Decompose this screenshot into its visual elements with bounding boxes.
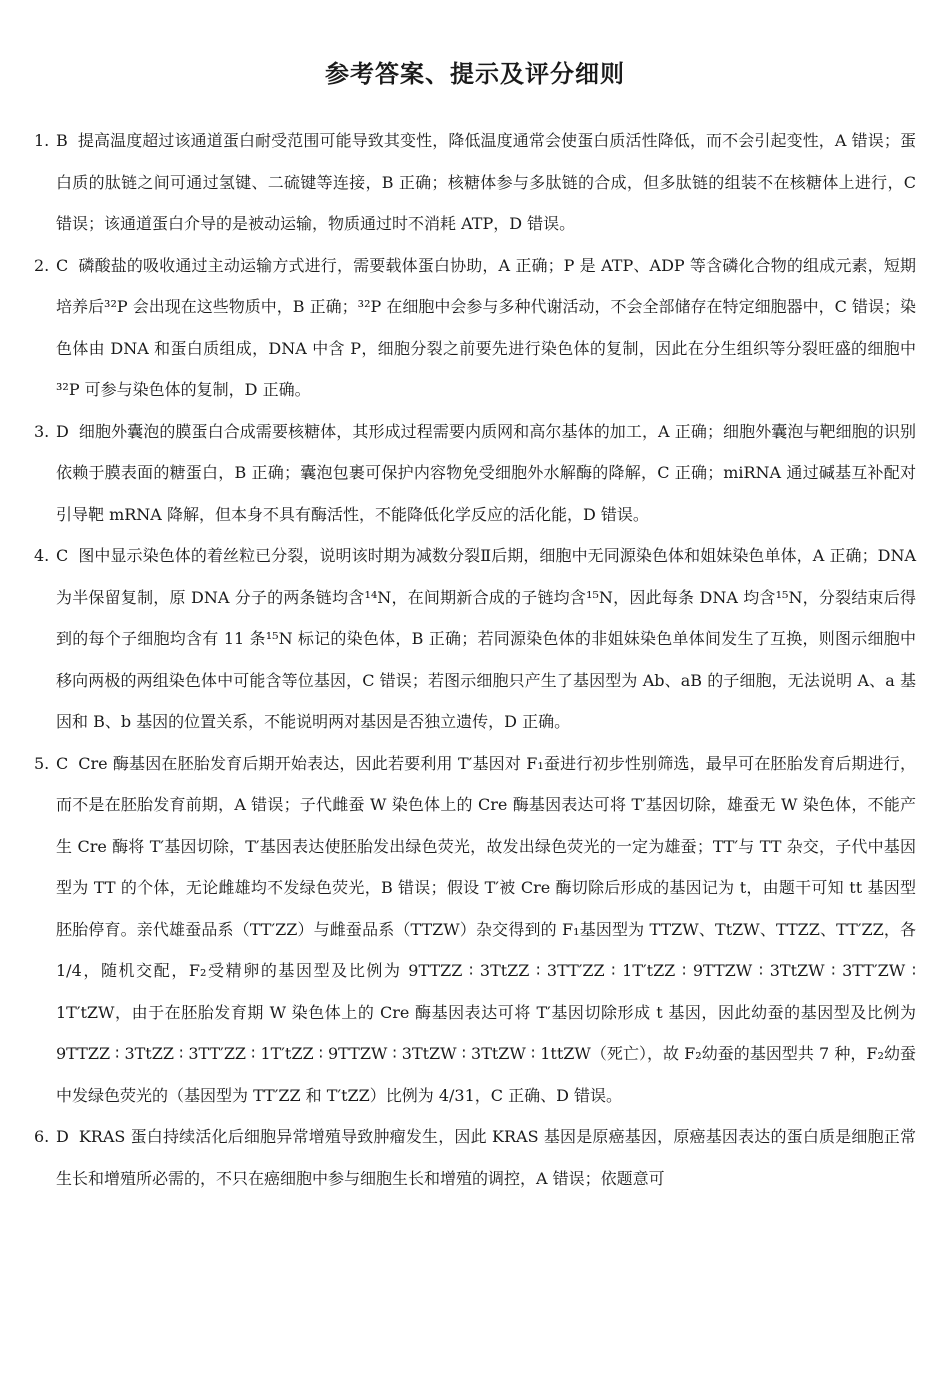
item-number: 4. <box>34 546 50 565</box>
item-explanation: 细胞外囊泡的膜蛋白合成需要核糖体，其形成过程需要内质网和高尔基体的加工，A 正确；细胞外囊泡与靶细胞的识别依赖于膜表面的糖蛋白，B 正确；囊泡包裹可保护内容物免受细胞外水解酶的降解，C 正确；miRNA 通过碱基互补配对引导靶 mRNA 降解，但本身不具有酶活性，不能降低化学反应的活化能，D 错误。 <box>56 421 916 524</box>
item-answer: C <box>56 546 69 565</box>
item-explanation: KRAS 蛋白持续活化后细胞异常增殖导致肿瘤发生，因此 KRAS 基因是原癌基因，原癌基因表达的蛋白质是细胞正常生长和增殖所必需的，不只在癌细胞中参与细胞生长和增殖的调控，A 错误；依题意可 <box>56 1127 916 1188</box>
item-answer: B <box>56 131 68 150</box>
item-answer: C <box>56 255 69 275</box>
answer-item-4 <box>34 535 916 743</box>
item-answer: C <box>56 753 69 773</box>
answer-item-6 <box>34 1116 916 1199</box>
page-title: 参考答案、提示及评分细则 <box>325 60 625 88</box>
item-answer: D <box>56 421 69 441</box>
item-number: 6. <box>34 1127 50 1146</box>
answer-item-2 <box>34 245 916 411</box>
answer-item-5 <box>34 743 916 1117</box>
answer-item-1 <box>34 120 916 245</box>
answer-item-3 <box>34 411 916 536</box>
item-number: 2. <box>34 255 50 275</box>
item-explanation: 提高温度超过该通道蛋白耐受范围可能导致其变性，降低温度通常会使蛋白质活性降低，而不会引起变性，A 错误；蛋白质的肽链之间可通过氢键、二硫键等连接，B 正确；核糖体参与多肽链的合成，但多肽链的组装不在核糖体上进行，C 错误；该通道蛋白介导的是被动运输，物质通过时不消耗 ATP，D 错误。 <box>56 131 916 233</box>
item-explanation: 磷酸盐的吸收通过主动运输方式进行，需要载体蛋白协助，A 正确；P 是 ATP、ADP 等含磷化合物的组成元素，短期培养后³²P 会出现在这些物质中，B 正确；³²P 在细胞中会参与多种代谢活动，不会全部储存在特定细胞器中，C 错误；染色体由 DNA 和蛋白质组成，DNA 中含 P，细胞分裂之前要先进行染色体的复制，因此在分生组织等分裂旺盛的细胞中³²P 可参与染色体的复制，D 正确。 <box>56 255 916 399</box>
item-explanation: 图中显示染色体的着丝粒已分裂，说明该时期为减数分裂Ⅱ后期，细胞中无同源染色体和姐妹染色单体，A 正确；DNA 为半保留复制，原 DNA 分子的两条链均含¹⁴N，在间期新合成的子链均含¹⁵N，因此每条 DNA 均含¹⁵N，分裂结束后得到的每个子细胞均含有 11 条¹⁵N 标记的染色体，B 正确；若同源染色体的非姐妹染色单体间发生了互换，则图示细胞中移向两极的两组染色体中可能含等位基因，C 错误；若图示细胞只产生了基因型为 Ab、aB 的子细胞，无法说明 A、a 基因和 B、b 基因的位置关系，不能说明两对基因是否独立遗传，D 正确。 <box>56 546 916 731</box>
item-number: 1. <box>34 131 50 150</box>
item-answer: D <box>56 1127 69 1146</box>
item-number: 5. <box>34 753 50 773</box>
item-number: 3. <box>34 421 50 441</box>
item-explanation: Cre 酶基因在胚胎发育后期开始表达，因此若要利用 T′基因对 F₁蚕进行初步性别筛选，最早可在胚胎发育后期进行，而不是在胚胎发育前期，A 错误；子代雌蚕 W 染色体上的 Cre 酶基因表达可将 T′基因切除，雄蚕无 W 染色体，不能产生 Cre 酶将 T′基因切除，T′基因表达使胚胎发出绿色荧光，故发出绿色荧光的一定为雄蚕；TT′与 TT 杂交，子代中基因型为 TT 的个体，无论雌雄均不发绿色荧光，B 错误；假设 T′被 Cre 酶切除后形成的基因记为 t，由题干可知 tt 基因型胚胎停育。亲代雄蚕品系（TT′ZZ）与雌蚕品系（TTZW）杂交得到的 F₁基因型为 TTZW、TtZW、TTZZ、TT′ZZ，各 1/4，随机交配，F₂受精卵的基因型及比例为 9TTZZ ∶ 3TtZZ ∶ 3TT′ZZ ∶ 1T′tZZ ∶ 9TTZW ∶ 3TtZW ∶ 3TT′ZW ∶ 1T′tZW，由于在胚胎发育期 W 染色体上的 Cre 酶基因表达可将 T′基因切除形成 t 基因，因此幼蚕的基因型及比例为 9TTZZ ∶ 3TtZZ ∶ 3TT′ZZ ∶ 1T′tZZ ∶ 9TTZW ∶ 3TtZW ∶ 3TtZW ∶ 1ttZW（死亡），故 F₂幼蚕的基因型共 7 种，F₂幼蚕中发绿色荧光的（基因型为 TT′ZZ 和 T′tZZ）比例为 4/31，C 正确、D 错误。 <box>56 753 916 1105</box>
